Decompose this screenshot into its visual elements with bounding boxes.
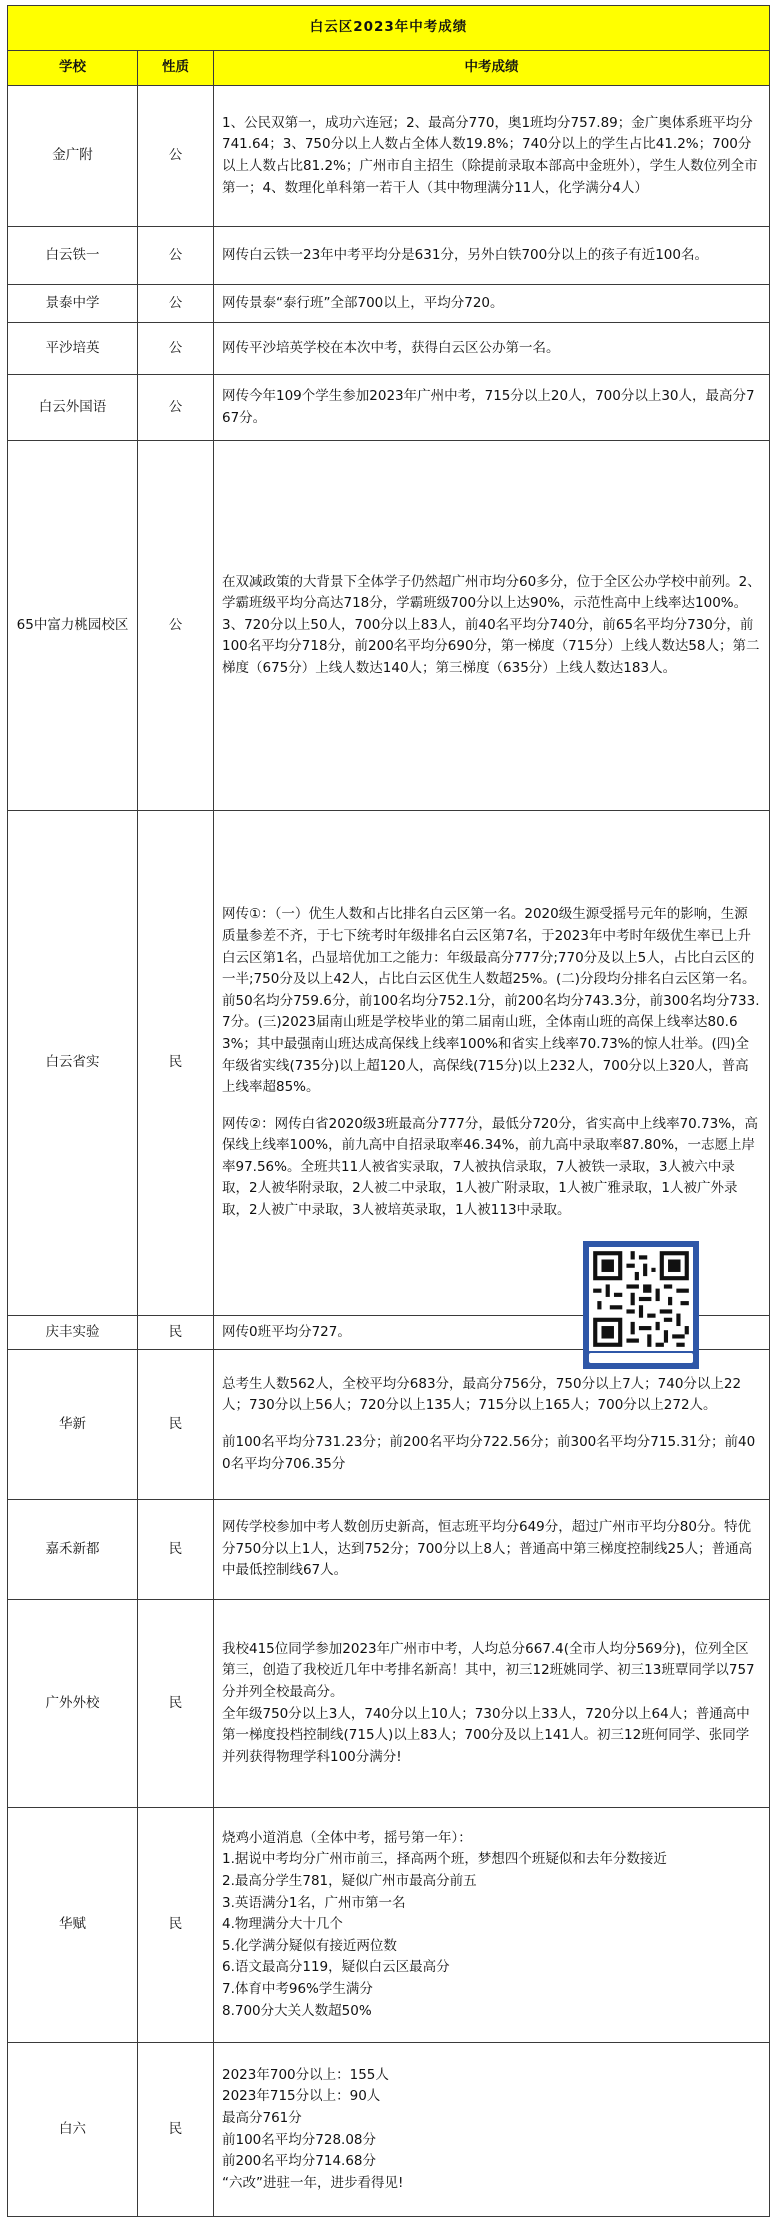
detail-text: 2.最高分学生781，疑似广州市最高分前五 [222, 1873, 477, 1890]
score-detail [214, 227, 770, 285]
qr-code-icon [583, 1241, 699, 1369]
detail-text: “六改”进驻一年，进步看得见! [222, 2174, 404, 2191]
detail-text: 最高分761分 [222, 2109, 302, 2126]
school-type: 公 [138, 86, 214, 227]
detail-text: 网传白云铁一23年中考平均分是631分，另外白铁700分以上的孩子有近100名。 [222, 246, 708, 263]
school-name: 华赋 [8, 1808, 138, 2043]
school-name: 嘉禾新都 [8, 1500, 138, 1600]
table-row [8, 227, 770, 285]
school-name: 广外外校 [8, 1600, 138, 1808]
header-row [8, 51, 770, 86]
score-detail [214, 2043, 770, 2217]
score-detail [214, 323, 770, 375]
detail-text: 3.英语满分1名，广州市第一名 [222, 1894, 406, 1911]
score-detail [214, 1808, 770, 2043]
school-type: 民 [138, 1316, 214, 1350]
score-detail [214, 1500, 770, 1600]
table-row [8, 811, 770, 1316]
detail-text: 网传景泰“泰行班”全部700以上，平均分720。 [222, 294, 504, 311]
detail-text: 网传今年109个学生参加2023年广州中考，715分以上20人，700分以上30人，最高分767分。 [222, 387, 755, 426]
page-title: 白云区2023年中考成绩 [8, 6, 770, 51]
school-type: 民 [138, 1500, 214, 1600]
school-type: 公 [138, 227, 214, 285]
school-type: 公 [138, 441, 214, 811]
detail-text: 1.据说中考均分广州市前三，择高两个班，梦想四个班疑似和去年分数接近 [222, 1851, 667, 1868]
score-detail [214, 811, 770, 1316]
detail-text: 前100名平均分731.23分；前200名平均分722.56分；前300名平均分715.31分；前400名平均分706.35分 [222, 1434, 756, 1472]
school-type: 公 [138, 285, 214, 323]
score-detail [214, 86, 770, 227]
school-name: 白云铁一 [8, 227, 138, 285]
detail-text: 网传学校参加中考人数创历史新高，恒志班平均分649分，超过广州市平均分80分。特优分750分以上1人，达到752分；700分以上8人；普通高中第三梯度控制线25人；普通高中最低控制线67人。 [222, 1519, 753, 1579]
header-kind: 性质 [138, 51, 214, 86]
table-row [8, 1350, 770, 1500]
header-school: 学校 [8, 51, 138, 86]
header-score: 中考成绩 [214, 51, 770, 86]
table-row [8, 1808, 770, 2043]
detail-text: 网传平沙培英学校在本次中考，获得白云区公办第一名。 [222, 339, 560, 356]
detail-text: 网传①：（一）优生人数和占比排名白云区第一名。2020级生源受摇号元年的影响，生源质量参差不齐，于七下统考时年级排名白云区第7名，于2023年中考时年级优生率已上升白云区第1名，凸显培优加工之能力：年级最高分777分;770分及以上5人，占比白云区的一半;750分及以上42人，占比白云区优生人数超25%。(二)分段均分排名白云区第一名。前50名均分759.6分，前100名均分752.1分，前200名均分743.3分，前300名均分733.7分。(三)2023届南山班是学校毕业的第二届南山班，全体南山班的高保上线率达80.63%；其中最强南山班达成高保线上线率100%和省实上线率70.73%的惊人壮举。(四)全年级省实线(735分)以上超120人，高保线(715分)以上232人，700分以上320人，普高上线率超85%。 [222, 906, 760, 1096]
detail-text: 5.化学满分疑似有接近两位数 [222, 1937, 397, 1954]
school-type: 公 [138, 375, 214, 441]
detail-text: 网传0班平均分727。 [222, 1323, 351, 1340]
detail-text: 烧鸡小道消息（全体中考，摇号第一年）： [222, 1829, 472, 1846]
school-name: 平沙培英 [8, 323, 138, 375]
school-name: 白六 [8, 2043, 138, 2217]
qr-caption-strip [589, 1353, 693, 1363]
detail-text: 前200名平均分714.68分 [222, 2153, 377, 2170]
detail-text: 2023年715分以上：90人 [222, 2088, 381, 2105]
title-row [8, 6, 770, 51]
detail-text: 2023年700分以上：155人 [222, 2066, 389, 2083]
school-type: 民 [138, 2043, 214, 2217]
detail-text: 前100名平均分728.08分 [222, 2131, 377, 2148]
table-row [8, 2043, 770, 2217]
detail-text: 7.体育中考96%学生满分 [222, 1980, 373, 1997]
score-detail [214, 375, 770, 441]
score-detail [214, 441, 770, 811]
detail-text: 在双减政策的大背景下全体学子仍然超广州市均分60多分，位于全区公办学校中前列。2、学霸班级平均分高达718分，学霸班级700分以上达90%，示范性高中上线率达100%。3、720分以上50人，700分以上83人，前40名平均分740分，前65名平均分730分，前100名平均分718分，前200名平均分690分，第一梯度（715分）上线人数达58人；第二梯度（675分）上线人数达140人；第三梯度（635分）上线人数达183人。 [222, 573, 761, 676]
detail-text: 6.语文最高分119，疑似白云区最高分 [222, 1959, 450, 1976]
school-name: 65中富力桃园校区 [8, 441, 138, 811]
detail-text: 4.物理满分大十几个 [222, 1916, 343, 1933]
table-row [8, 323, 770, 375]
school-type: 民 [138, 1600, 214, 1808]
detail-text: 全年级750分以上3人，740分以上10人；730分以上33人，720分以上64人；普通高中第一梯度投档控制线(715人)以上83人；700分及以上141人。初三12班何同学、张同学并列获得物理学科100分满分! [222, 1705, 750, 1765]
table-row [8, 1500, 770, 1600]
school-type: 公 [138, 323, 214, 375]
table-row [8, 375, 770, 441]
score-detail [214, 1350, 770, 1500]
school-name: 金广附 [8, 86, 138, 227]
detail-text: 我校415位同学参加2023年广州市中考，人均总分667.4(全市人均分569分)，位列全区第三，创造了我校近几年中考排名新高！其中，初三12班姚同学、初三13班覃同学以757分并列全校最高分。 [222, 1640, 755, 1700]
table-row [8, 441, 770, 811]
school-name: 白云省实 [8, 811, 138, 1316]
detail-text: 总考生人数562人，全校平均分683分，最高分756分，750分以上7人；740分以上22人；730分以上56人；720分以上135人；715分以上165人；700分以上272人。 [222, 1375, 742, 1414]
qr-pattern [589, 1247, 693, 1351]
table-row [8, 86, 770, 227]
table-row [8, 285, 770, 323]
score-detail [214, 285, 770, 323]
score-detail [214, 1600, 770, 1808]
school-name: 华新 [8, 1350, 138, 1500]
detail-text: 网传②：网传白省2020级3班最高分777分，最低分720分，省实高中上线率70.73%，高保线上线率100%，前九高中自招录取率46.34%，前九高中录取率87.80%，一志愿上岸率97.56%。全班共11人被省实录取，7人被执信录取，7人被铁一录取，3人被六中录取，2人被华附录取，2人被二中录取，1人被广附录取，1人被广雅录取，1人被广外录取，2人被广中录取，3人被培英录取，1人被113中录取。 [222, 1115, 759, 1219]
school-name: 庆丰实验 [8, 1316, 138, 1350]
detail-text: 8.700分大关人数超50% [222, 2002, 372, 2019]
school-name: 景泰中学 [8, 285, 138, 323]
school-name: 白云外国语 [8, 375, 138, 441]
table-row [8, 1600, 770, 1808]
results-table [7, 5, 770, 2217]
school-type: 民 [138, 1350, 214, 1500]
detail-text: 1、公民双第一，成功六连冠；2、最高分770，奥1班均分757.89；金广奥体系班平均分741.64；3、750分以上人数占全体人数19.8%；740分以上的学生占比41.2%；700分以上人数占比81.2%；广州市自主招生（除提前录取本部高中金班外），学生人数位列全市第一；4、数理化单科第一若干人（其中物理满分11人，化学满分4人） [222, 114, 758, 196]
school-type: 民 [138, 1808, 214, 2043]
school-type: 民 [138, 811, 214, 1316]
